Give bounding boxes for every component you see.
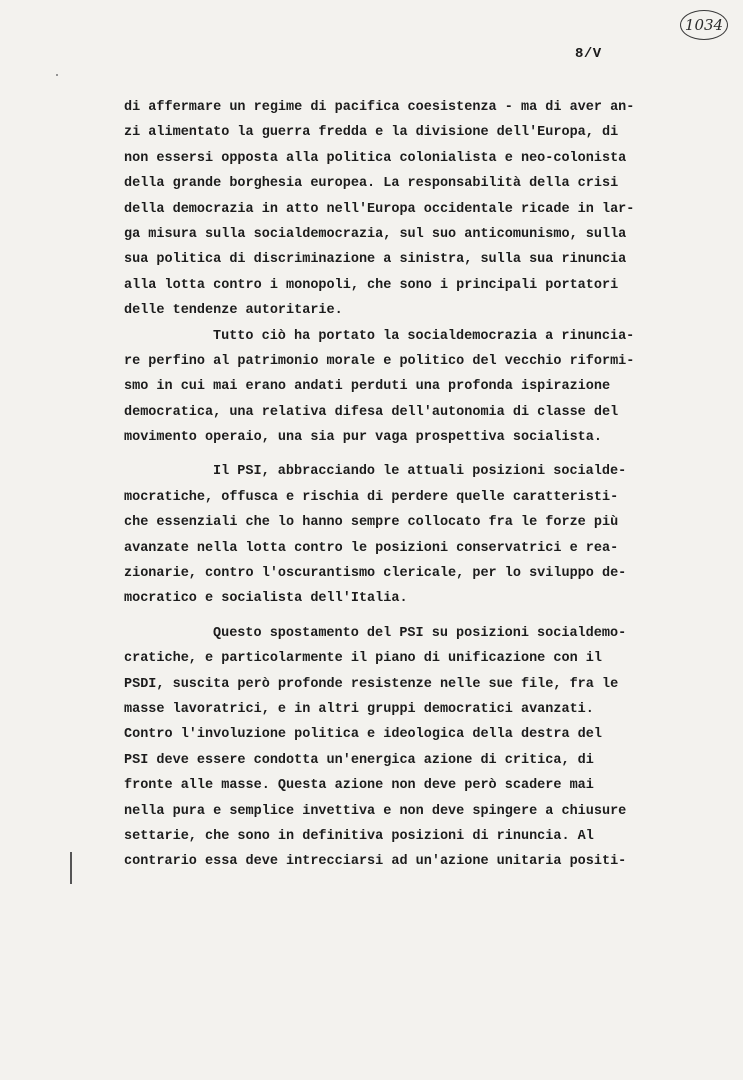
text-line: alla lotta contro i monopoli, che sono i principali portatori [124,277,619,293]
text-line: PSDI, suscita però profonde resistenze nelle sue file, fra le [124,676,619,692]
text-line: delle tendenze autoritarie. [124,303,343,319]
text-line: cratiche, e particolarmente il piano di unificazione con il [124,651,602,667]
text-line: masse lavoratrici, e in altri gruppi democratici avanzati. [124,701,594,717]
text-line: che essenziali che lo hanno sempre collocato fra le forze più [124,515,619,531]
text-line: non essersi opposta alla politica colonialista e neo-colonista [124,150,627,166]
text-line: contrario essa deve intrecciarsi ad un'azione unitaria positi- [124,854,627,870]
paragraph-start-line: Questo spostamento del PSI su posizioni socialdemo- [213,625,627,641]
text-line: movimento operaio, una sia pur vaga prospettiva socialista. [124,430,602,446]
text-line: PSI deve essere condotta un'energica azione di critica, di [124,752,594,768]
text-line: nella pura e semplice invettiva e non deve spingere a chiusure [124,803,627,819]
text-line: re perfino al patrimonio morale e politico del vecchio riformi- [124,353,635,369]
text-line: democratica, una relativa difesa dell'autonomia di classe del [124,404,619,420]
text-line: mocratiche, offusca e rischia di perdere quelle caratteristi- [124,489,619,505]
paragraph-start-line: Il PSI, abbracciando le attuali posizioni socialde- [213,464,627,480]
text-line: della grande borghesia europea. La responsabilità della crisi [124,176,619,192]
page-number: 8/V [575,46,602,62]
text-line: zionarie, contro l'oscurantismo clericale, per lo sviluppo de- [124,566,627,582]
text-line: sua politica di discriminazione a sinistra, sulla sua rinuncia [124,252,627,268]
text-line: smo in cui mai erano andati perduti una profonda ispirazione [124,379,611,395]
text-line: zi alimentato la guerra fredda e la divisione dell'Europa, di [124,125,619,141]
text-line: avanzate nella lotta contro le posizioni conservatrici e rea- [124,540,619,556]
text-line: della democrazia in atto nell'Europa occidentale ricade in lar- [124,201,635,217]
text-line: fronte alle masse. Questa azione non deve però scadere mai [124,778,594,794]
archive-number-stamp: 1034 [680,10,728,40]
document-body [124,95,684,875]
text-line: Contro l'involuzione politica e ideologica della destra del [124,727,602,743]
margin-mark [70,852,72,884]
text-line: mocratico e socialista dell'Italia. [124,591,408,607]
paragraph-start-line: Tutto ciò ha portato la socialdemocrazia a rinuncia- [213,328,635,344]
text-line: ga misura sulla socialdemocrazia, sul suo anticomunismo, sulla [124,226,627,242]
text-line: di affermare un regime di pacifica coesistenza - ma di aver an- [124,100,635,115]
paper-speck [56,74,58,76]
text-line: settarie, che sono in definitiva posizioni di rinuncia. Al [124,828,594,844]
